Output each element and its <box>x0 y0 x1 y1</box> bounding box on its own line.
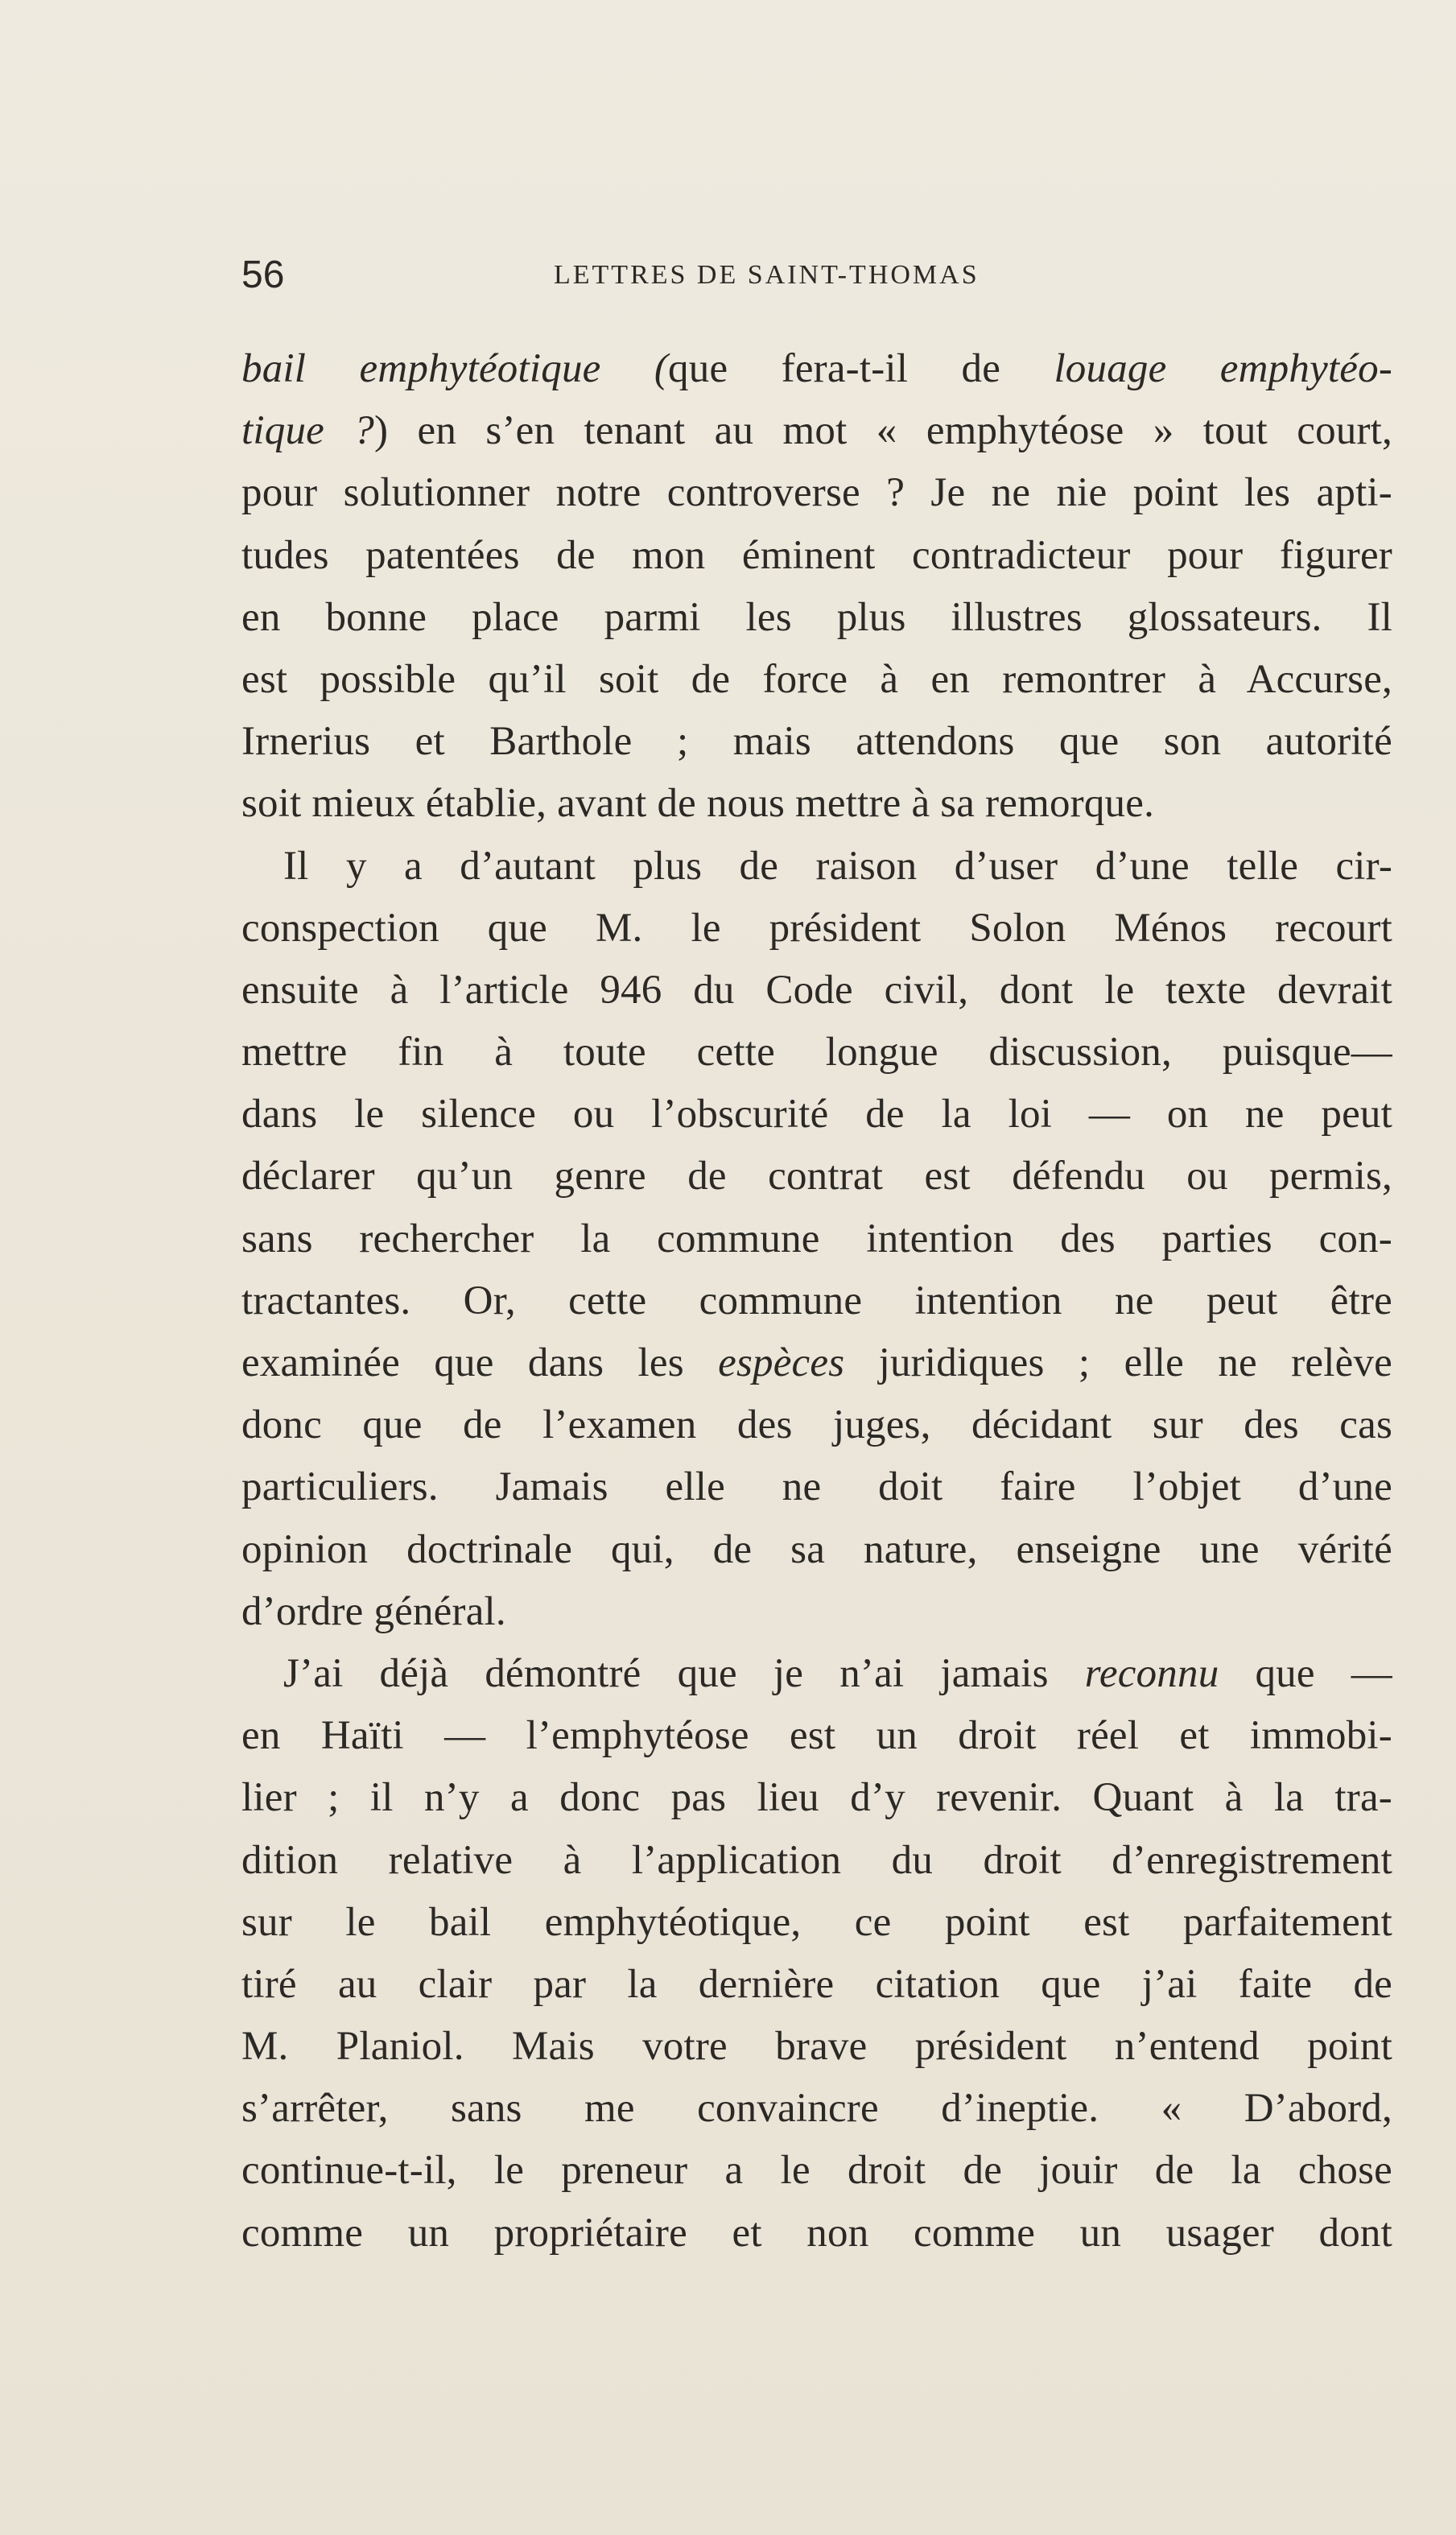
text-segment: dans le silence ou l’obscurité de la loi — on ne peut <box>241 1092 1392 1137</box>
text-segment: Il y a d’autant plus de raison d’user d’une telle cir- <box>283 843 1392 889</box>
text-line <box>241 1830 1392 1892</box>
text-line <box>241 2078 1392 2140</box>
text-line <box>241 773 1392 835</box>
text-segment: ) en s’en tenant au mot « emphytéose » tout court, <box>374 408 1392 454</box>
text-line <box>241 1084 1392 1146</box>
text-line <box>241 462 1392 524</box>
text-segment: M. Planiol. Mais votre brave président n’entend point <box>241 2024 1392 2070</box>
text-line <box>241 1519 1392 1581</box>
text-line <box>241 711 1392 773</box>
italic-text-segment: espèces <box>718 1340 845 1385</box>
text-line <box>241 1705 1392 1767</box>
text-line <box>241 1022 1392 1084</box>
text-line <box>241 1332 1392 1394</box>
text-segment: examinée que dans les <box>241 1340 719 1385</box>
text-segment: juridiques ; elle ne relève <box>844 1340 1392 1385</box>
text-segment: dition relative à l’application du droit d’enregistrement <box>241 1837 1392 1883</box>
text-segment: en Haïti — l’emphytéose est un droit réel et immobi- <box>241 1713 1392 1759</box>
text-segment: en bonne place parmi les plus illustres glossateurs. Il <box>241 594 1392 640</box>
text-line <box>241 1581 1392 1643</box>
text-line <box>241 525 1392 587</box>
text-segment: continue-t-il, le preneur a le droit de jouir de la chose <box>241 2148 1392 2194</box>
text-line <box>241 1643 1392 1705</box>
text-segment: tractantes. Or, cette commune intention ne peut être <box>241 1278 1392 1323</box>
text-segment: sans rechercher la commune intention des parties con- <box>241 1216 1392 1261</box>
text-line <box>241 1767 1392 1829</box>
text-segment: est possible qu’il soit de force à en remontrer à Accurse, <box>241 656 1392 702</box>
text-segment: donc que de l’examen des juges, décidant sur des cas <box>241 1402 1392 1448</box>
text-segment: déclarer qu’un genre de contrat est défendu ou permis, <box>241 1154 1392 1199</box>
text-segment: opinion doctrinale qui, de sa nature, enseigne une vérité <box>241 1526 1392 1572</box>
text-line <box>241 1146 1392 1208</box>
italic-text-segment: tique ? <box>241 408 375 454</box>
text-segment: ensuite à l’article 946 du Code civil, dont le texte devrait <box>241 967 1392 1013</box>
text-segment: comme un propriétaire et non comme un usager dont <box>241 2210 1392 2256</box>
text-segment: mettre fin à toute cette longue discussion, puisque— <box>241 1030 1392 1076</box>
text-line <box>241 2140 1392 2202</box>
text-segment: soit mieux établie, avant de nous mettre à sa remorque. <box>241 781 1155 827</box>
text-line <box>241 960 1392 1022</box>
text-line <box>241 587 1392 649</box>
text-line <box>241 2016 1392 2078</box>
text-line <box>241 400 1392 462</box>
text-segment: Irnerius et Barthole ; mais attendons que son autorité <box>241 719 1392 765</box>
text-line <box>241 338 1392 400</box>
text-line <box>241 898 1392 960</box>
text-segment: s’arrêter, sans me convaincre d’ineptie. « D’abord, <box>241 2086 1392 2132</box>
text-segment: pour solutionner notre controverse ? Je ne nie point les apti- <box>241 470 1392 516</box>
text-line <box>241 649 1392 711</box>
text-segment: tudes patentées de mon éminent contradicteur pour figurer <box>241 532 1392 578</box>
page-number: 56 <box>241 254 285 296</box>
italic-text-segment: bail emphytéotique ( <box>241 346 669 391</box>
running-title: LETTRES DE SAINT-THOMAS <box>554 260 980 290</box>
text-line <box>241 2203 1392 2265</box>
text-segment: particuliers. Jamais elle ne doit faire l’objet d’une <box>241 1464 1392 1510</box>
text-line <box>241 1456 1392 1518</box>
text-line <box>241 1270 1392 1332</box>
text-line <box>241 1394 1392 1456</box>
text-line <box>241 1954 1392 2016</box>
text-segment: que fera-t-il de <box>668 346 1054 391</box>
text-line <box>241 836 1392 898</box>
italic-text-segment: louage emphytéo- <box>1054 346 1392 391</box>
text-segment: tiré au clair par la dernière citation que j’ai faite de <box>241 1961 1392 2007</box>
italic-text-segment: reconnu <box>1084 1650 1219 1696</box>
page-header <box>241 251 1400 299</box>
text-line <box>241 1208 1392 1270</box>
text-segment: que — <box>1219 1650 1392 1696</box>
text-segment: conspection que M. le président Solon Ménos recourt <box>241 905 1392 951</box>
text-line <box>241 1892 1392 1954</box>
text-segment: J’ai déjà démontré que je n’ai jamais <box>283 1650 1085 1696</box>
text-segment: lier ; il n’y a donc pas lieu d’y revenir. Quant à la tra- <box>241 1775 1392 1821</box>
text-segment: sur le bail emphytéotique, ce point est parfaitement <box>241 1899 1392 1945</box>
text-segment: d’ordre général. <box>241 1588 506 1634</box>
body-text <box>241 338 1392 2265</box>
